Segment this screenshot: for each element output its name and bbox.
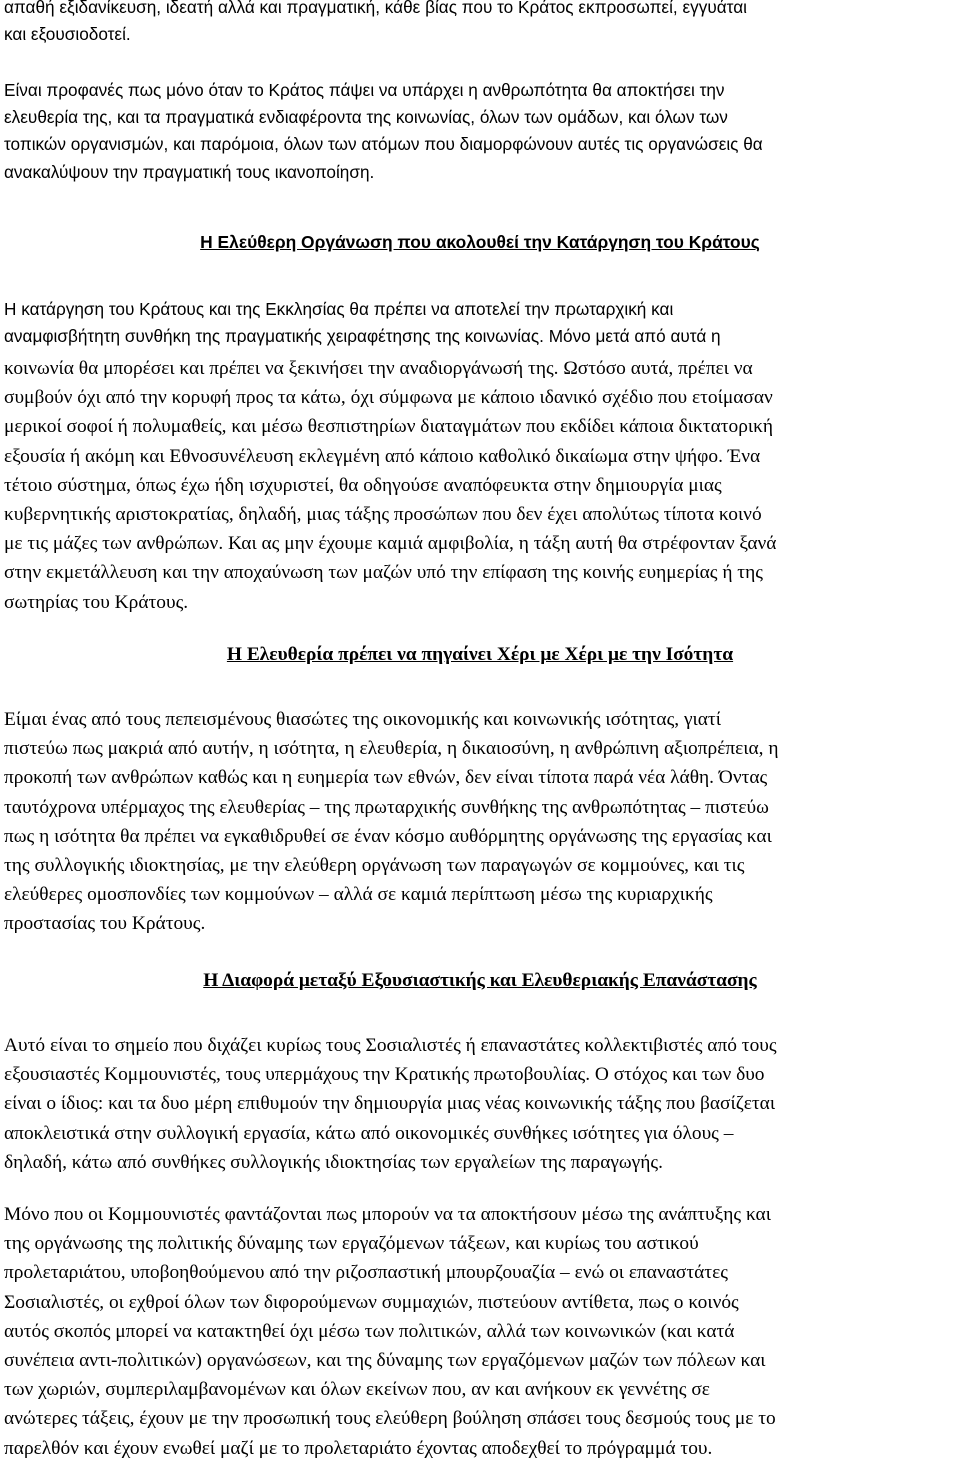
text-line: Μόνο που οι Κομμουνιστές φαντάζονται πως μπορούν να τα αποκτήσουν μέσω της ανάπτυξης και	[4, 1204, 771, 1225]
paragraph-intro-end	[4, 0, 958, 48]
text-line: είναι ο ίδιος: και τα δυο μέρη επιθυμούν την δημιουργία μιας νέας κοινωνικής τάξης που βασίζεται	[4, 1093, 776, 1115]
text-line: Είμαι ένας από τους πεπεισμένους θιασώτες της οικονομικής και κοινωνικής ισότητας, γιατί	[4, 709, 721, 730]
text-line: της συλλογικής ιδιοκτησίας, με την ελεύθερη οργάνωση των παραγωγών σε κομμούνες, και τις	[4, 855, 745, 877]
text-line: με τις μάζες των ανθρώπων. Και ας μην έχουμε καμιά αμφιβολία, η τάξη αυτή θα στρέφονταν ξανά	[4, 533, 777, 555]
text-line: προκοπή των ανθρώπων καθώς και η ευημερία των εθνών, δεν είναι τίποτα παρά νέα λάθη. Όντας	[4, 767, 768, 789]
text-line: απαθή εξιδανίκευση, ιδεατή αλλά και πραγματική, κάθε βίας που το Κράτος εκπροσωπεί, εγγυάται	[4, 0, 747, 17]
paragraph-equality	[4, 705, 958, 939]
text-line: κοινωνία θα μπορέσει και πρέπει να ξεκινήσει την αναδιοργάνωσή της. Ωστόσο αυτά, πρέπει να	[4, 358, 753, 379]
text-line: πως η ισότητα θα πρέπει να εγκαθιδρυθεί σε έναν κόσμο αυθόρμητης οργάνωσης της εργασίας και	[4, 825, 772, 847]
paragraph-abolition-state-church	[4, 354, 958, 617]
paragraph-state-abolition	[4, 77, 958, 186]
text-line: αποκλειστικά στην συλλογική εργασία, κάτω από οικονομικές συνθήκες ισότητες για όλους –	[4, 1122, 734, 1144]
paragraph-abolition-state-church-intro	[4, 296, 954, 350]
text-line: εξουσιαστές Κομμουνιστές, τους υπερμάχους την Κρατικής πρωτοβουλίας. Ο στόχος και των δυο	[4, 1064, 765, 1086]
text-line: τοπικών οργανισμών, και παρόμοια, όλων των ατόμων που διαμορφώνουν αυτές τις οργανώσεις θα	[4, 134, 763, 155]
paragraph-communists-imagine	[4, 1200, 958, 1463]
text-line: και εξουσιοδοτεί.	[4, 24, 131, 45]
text-line: Σοσιαλιστές, οι εχθροί όλων των διφορούμενων συμμαχιών, πιστεύουν αντίθετα, πως ο κοινός	[4, 1291, 739, 1313]
text-line: αυτός σκοπός μπορεί να κατακτηθεί όχι μέσω των πολιτικών, αλλά των κοινωνικών (και κατά	[4, 1320, 735, 1342]
text-line: ταυτόχρονα υπέρμαχος της ελευθερίας – της πρωταρχικής συνθήκης της ανθρωπότητας – πιστεύω	[4, 796, 769, 818]
text-line: της οργάνωσης της πολιτικής δύναμης των εργαζόμενων τάξεων, και κυρίως του αστικού	[4, 1233, 699, 1255]
text-line: αναμφισβήτητη συνθήκη της πραγματικής χειραφέτησης της κοινωνίας. Μόνο μετά από αυτά η	[4, 326, 721, 347]
text-line: προλεταριάτου, υποβοηθούμενου από την ριζοσπαστική μπουρζουαζία – ενώ οι επαναστάτες	[4, 1262, 728, 1284]
section-heading-freedom-equality: Η Ελευθερία πρέπει να πηγαίνει Χέρι με Χέρι με την Ισότητα	[226, 644, 734, 665]
text-line: των χωριών, συμπεριλαμβανομένων και όλων εκείνων που, αν και ανήκουν εκ γεννέτης σε	[4, 1379, 710, 1401]
text-line: κυβερνητικής αριστοκρατίας, δηλαδή, μιας τάξης προσώπων που δεν έχει απολύτως τίποτα κοινό	[4, 504, 762, 526]
text-line: παρελθόν και έχουν ενωθεί μαζί με το προλεταριάτο έχοντας αποδεχθεί το πρόγραμμά του.	[4, 1437, 713, 1459]
text-line: πιστεύω πως μακριά από αυτήν, η ισότητα, η ελευθερία, η δικαιοσύνη, η ανθρώπινη αξιοπρέπεια, η	[4, 738, 779, 760]
text-line: εξουσία ή ακόμη και Εθνοσυνέλευση εκλεγμένη από κάποιο καθολικό δικαίωμα στην ψήφο. Ένα	[4, 445, 761, 467]
text-line: στην εκμετάλλευση και την αποχαύνωση των μαζών υπό την επίφαση της κοινής ευημερίας ή της	[4, 562, 763, 584]
text-line: σωτηρίας του Κράτους.	[4, 591, 189, 613]
text-line: μερικοί σοφοί ή πολυμαθείς, και μέσω θεσπιστηρίων διαταγμάτων που εκδίδει κάποια δικτατορική	[4, 416, 774, 438]
text-line: συνέπεια αντι-πολιτικών) οργανώσεων, και της δύναμης των εργαζόμενων μαζών των πόλεων και	[4, 1350, 766, 1372]
section-heading-revolution-difference: Η Διαφορά μεταξύ Εξουσιαστικής και Ελευθεριακής Επανάστασης	[203, 970, 757, 991]
text-line: δηλαδή, κάτω από συνθήκες συλλογικής ιδιοκτησίας των εργαλείων της παραγωγής.	[4, 1151, 663, 1173]
text-line: ελευθερία της, και τα πραγματικά ενδιαφέροντα της κοινωνίας, όλων των ομάδων, και όλων των	[4, 107, 728, 128]
text-line: ελεύθερες ομοσπονδίες των κομμούνων – αλλά σε καμιά περίπτωση μέσω της κυριαρχικής	[4, 884, 713, 906]
text-line: Είναι προφανές πως μόνο όταν το Κράτος πάψει να υπάρχει η ανθρωπότητα θα αποκτήσει την	[4, 80, 725, 100]
paragraph-socialists-communists	[4, 1031, 958, 1177]
text-line: προστασίας του Κράτους.	[4, 913, 206, 935]
text-line: Η κατάργηση του Κράτους και της Εκκλησίας θα πρέπει να αποτελεί την πρωταρχική και	[4, 299, 674, 319]
text-line: ανακαλύψουν την πραγματική τους ικανοποίηση.	[4, 161, 375, 182]
section-heading-free-organization: Η Ελεύθερη Οργάνωση που ακολουθεί την Κατάργηση του Κράτους	[200, 232, 760, 252]
text-line: Αυτό είναι το σημείο που διχάζει κυρίως τους Σοσιαλιστές ή επαναστάτες κολλεκτιβιστές από τους	[4, 1035, 777, 1056]
text-line: συμβούν όχι από την κορυφή προς τα κάτω, όχι σύμφωνα με κάποιο ιδανικό σχέδιο που ετοίμασαν	[4, 387, 773, 409]
text-line: τέτοιο σύστημα, όπως έχω ήδη ισχυριστεί, θα οδηγούσε αναπόφευκτα στην δημιουργία μιας	[4, 474, 722, 496]
text-line: ανώτερες τάξεις, έχουν με την προσωπική τους ελεύθερη βούληση σπάσει τους δεσμούς τους με το	[4, 1408, 776, 1430]
